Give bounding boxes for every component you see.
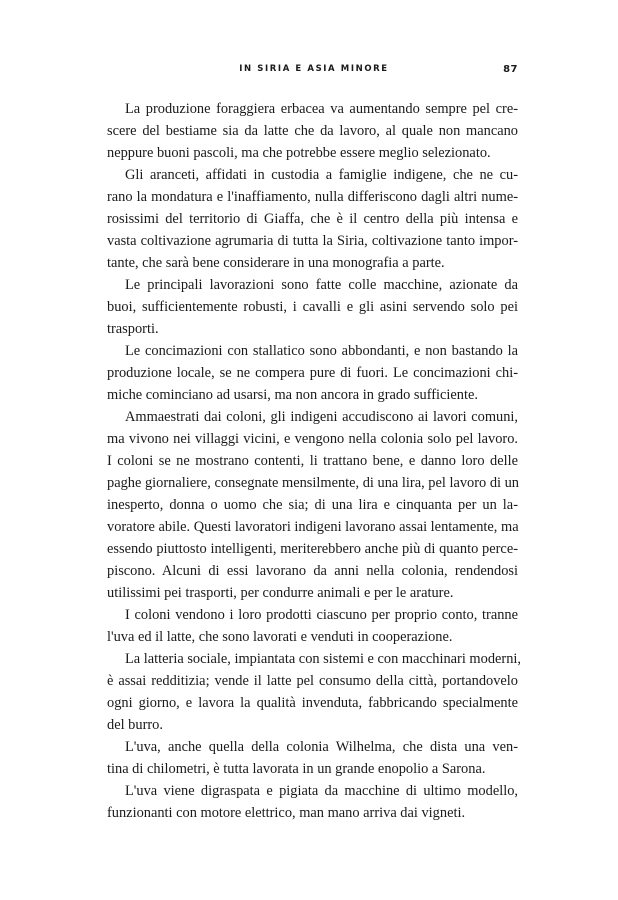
- text-line: ma vivono nei villaggi vicini, e vengono nella colonia solo pel lavoro.: [107, 431, 518, 447]
- text-line: L'uva, anche quella della colonia Wilhelma, che dista una ven-: [125, 739, 518, 755]
- text-line: ogni giorno, e lavora la qualità invenduta, fabbricando specialmente: [107, 695, 518, 711]
- text-line: funzionanti con motore elettrico, man mano arriva dai vigneti.: [107, 805, 466, 821]
- text-line: è assai redditizia; vende il latte pel consumo della città, portandovelo: [107, 673, 518, 689]
- text-line: voratore abile. Questi lavoratori indigeni lavorano assai lentamente, ma: [107, 519, 519, 535]
- text-line: I coloni se ne mostrano contenti, li trattano bene, e danno loro delle: [107, 453, 518, 469]
- text-line: utilissimi pei trasporti, per condurre animali e per le arature.: [107, 585, 454, 601]
- running-title: IN SIRIA E ASIA MINORE: [239, 64, 389, 74]
- text-line: neppure buoni pascoli, ma che potrebbe essere meglio selezionato.: [107, 145, 491, 161]
- text-line: miche cominciano ad usarsi, ma non ancora in grado sufficiente.: [107, 387, 478, 403]
- text-line: paghe giornaliere, consegnate mensilmente, di una lira, pel lavoro di un: [107, 475, 519, 491]
- text-line: I coloni vendono i loro prodotti ciascuno per proprio conto, tranne: [125, 607, 518, 623]
- text-line: Le principali lavorazioni sono fatte colle macchine, azionate da: [125, 277, 518, 293]
- text-line: buoi, sufficientemente robusti, i cavalli e gli asini servendo solo pei: [107, 299, 518, 315]
- page-number: 87: [503, 64, 518, 75]
- text-line: del burro.: [107, 717, 163, 733]
- text-line: tina di chilometri, è tutta lavorata in un grande enopolio a Sarona.: [107, 761, 486, 777]
- text-line: La latteria sociale, impiantata con sistemi e con macchinari moderni,: [125, 651, 521, 667]
- text-line: Le concimazioni con stallatico sono abbondanti, e non bastando la: [125, 343, 518, 359]
- text-line: rosissimi del territorio di Giaffa, che è il centro della più intensa e: [107, 211, 518, 227]
- text-line: piscono. Alcuni di essi lavorano da anni nella colonia, rendendosi: [107, 563, 518, 579]
- text-line: scere del bestiame sia da latte che da lavoro, al quale non mancano: [107, 123, 518, 139]
- text-line: rano la mondatura e l'inaffiamento, nulla differiscono dagli altri nume-: [107, 189, 518, 205]
- text-line: vasta coltivazione agrumaria di tutta la Siria, coltivazione tanto impor-: [107, 233, 518, 249]
- text-line: Gli aranceti, affidati in custodia a famiglie indigene, che ne cu-: [125, 167, 518, 183]
- text-line: inesperto, donna o uomo che sia; di una lira e cinquanta per un la-: [107, 497, 518, 513]
- text-line: La produzione foraggiera erbacea va aumentando sempre pel cre-: [125, 101, 518, 117]
- text-line: trasporti.: [107, 321, 159, 337]
- running-head: [110, 64, 518, 80]
- text-line: essendo piuttosto intelligenti, meriterebbero anche più di quanto perce-: [107, 541, 518, 557]
- text-line: Ammaestrati dai coloni, gli indigeni accudiscono ai lavori comuni,: [125, 409, 518, 425]
- text-line: tante, che sarà bene considerare in una monografia a parte.: [107, 255, 445, 271]
- text-line: L'uva viene digraspata e pigiata da macchine di ultimo modello,: [125, 783, 518, 799]
- text-line: l'uva ed il latte, che sono lavorati e venduti in cooperazione.: [107, 629, 453, 645]
- text-line: produzione locale, se ne compera pure di fuori. Le concimazioni chi-: [107, 365, 518, 381]
